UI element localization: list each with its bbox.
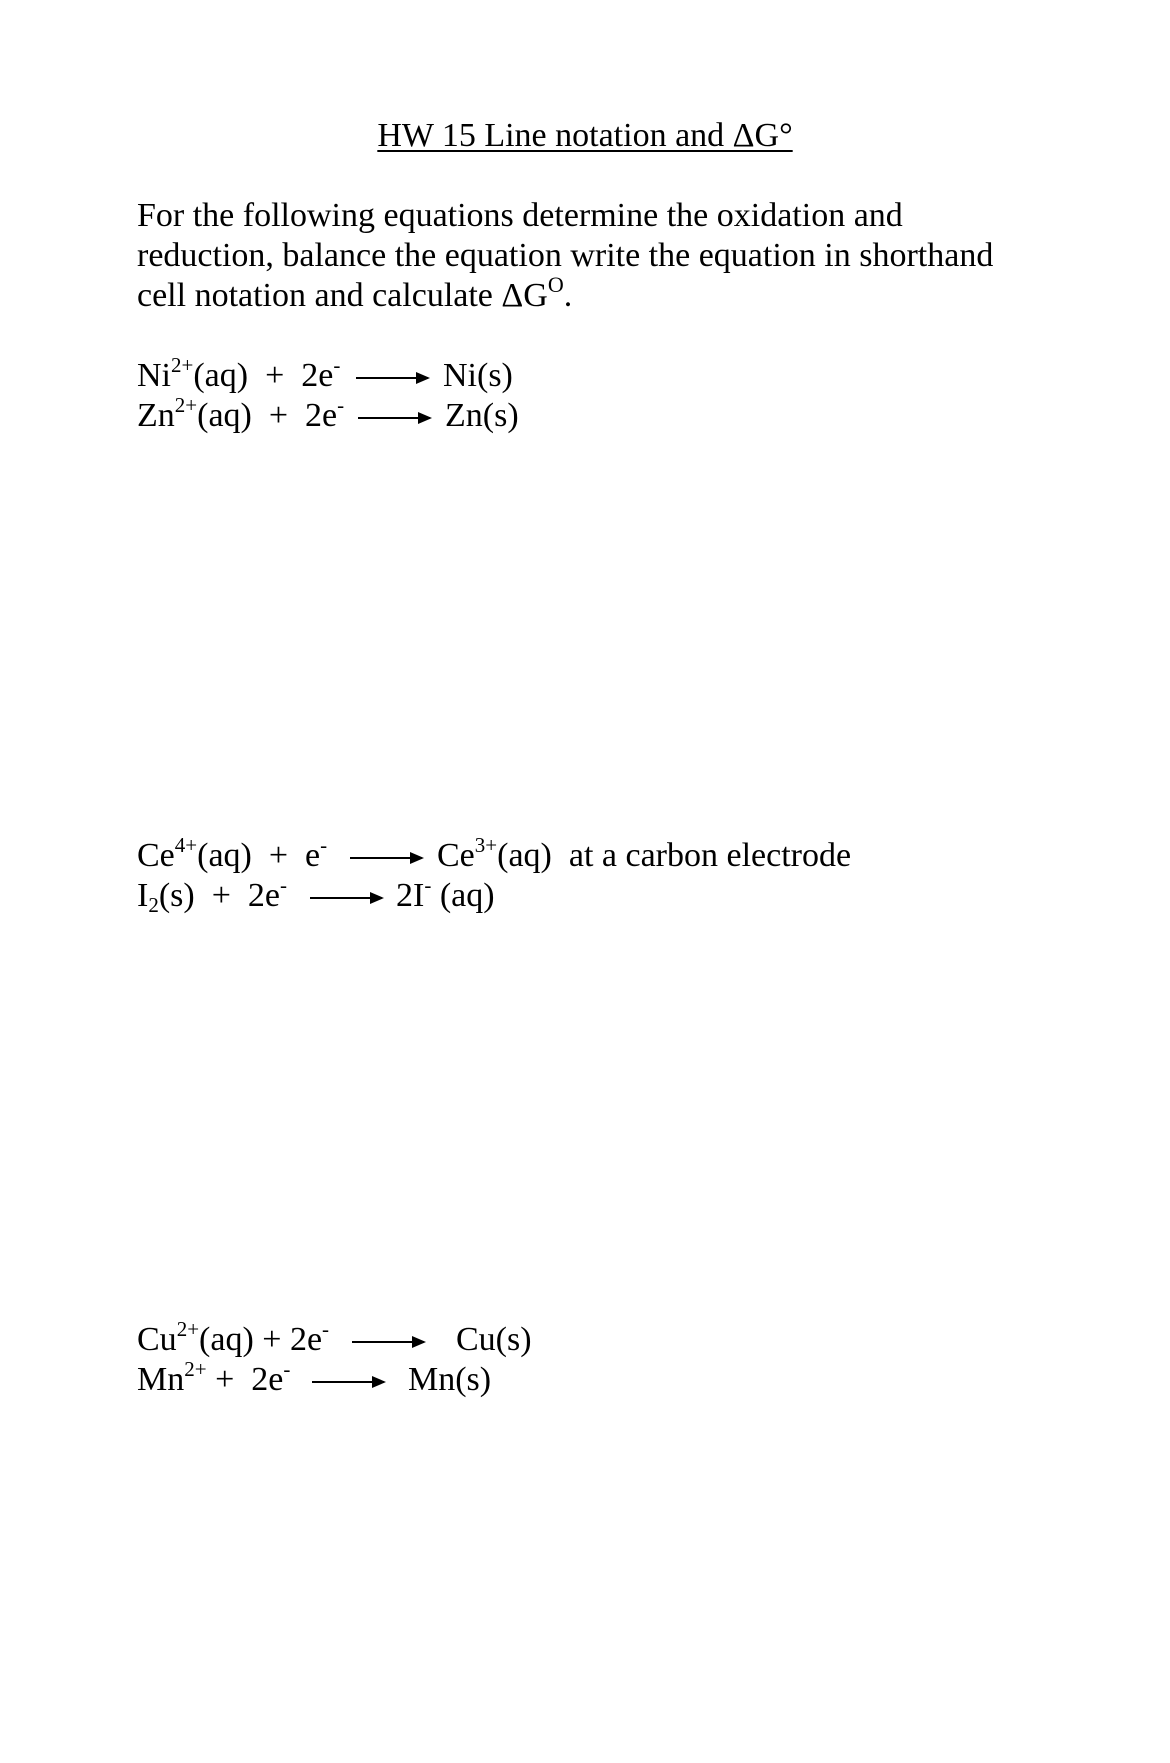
state-and-note: (aq) at a carbon electrode [497, 837, 852, 874]
state-and-electrons: (s) + 2e [158, 877, 280, 914]
instructions-line-3-end: . [563, 277, 573, 314]
problem-3-reaction-1-left [137, 1317, 330, 1360]
electron-charge: - [279, 873, 287, 897]
state-and-electrons: + 2e [206, 1361, 284, 1398]
state-and-electrons: (aq) + 2e [197, 397, 338, 434]
species: Ce [137, 837, 175, 874]
reaction-arrow [356, 377, 428, 379]
instructions-line-2: reduction, balance the equation write the equation in shorthand [137, 237, 994, 274]
reaction-arrow [350, 857, 422, 859]
problem-3-reaction-2-left [137, 1357, 291, 1400]
problem-1-reaction-1-right: Ni(s) [443, 357, 513, 394]
reaction-arrow [312, 1381, 384, 1383]
reaction-arrow [310, 897, 382, 899]
species: Cu [137, 1321, 177, 1358]
problem-1-reaction-2-right: Zn(s) [445, 397, 519, 434]
problem-2-reaction-1-left [137, 833, 328, 876]
electron-charge: - [320, 833, 328, 857]
state-and-electrons: (aq) + 2e [199, 1321, 323, 1358]
subscript: 2 [148, 893, 159, 917]
species: Ni [137, 357, 171, 394]
species: 2I [396, 877, 425, 914]
page-title: HW 15 Line notation and ΔG° [377, 117, 793, 154]
state: (aq) [431, 877, 495, 914]
charge: 2+ [184, 1357, 207, 1381]
charge: 3+ [474, 833, 498, 857]
species: Mn [137, 1361, 185, 1398]
degree-superscript: O [547, 272, 564, 297]
charge: 2+ [176, 1317, 200, 1341]
reaction-arrow [352, 1341, 424, 1343]
state-and-electrons: (aq) + 2e [193, 357, 334, 394]
problem-3-reaction-1-right: Cu(s) [456, 1321, 532, 1358]
species: I [137, 877, 149, 914]
problem-2-reaction-2-left [137, 873, 287, 917]
charge: - [424, 873, 432, 897]
charge: 2+ [174, 393, 198, 417]
electron-charge: - [283, 1357, 291, 1381]
problem-2-reaction-2-right [396, 873, 495, 916]
species: Zn [137, 397, 175, 434]
instructions-line-3 [137, 272, 1037, 316]
problem-1-reaction-1-left [137, 353, 341, 396]
problem-3-reaction-2-right: Mn(s) [408, 1361, 492, 1398]
electron-charge: - [337, 393, 345, 417]
instructions-line-3-text: cell notation and calculate ΔG [137, 277, 548, 314]
species: Ce [437, 837, 475, 874]
problem-1-reaction-2-left [137, 393, 345, 436]
charge: 4+ [174, 833, 198, 857]
instructions [137, 196, 1037, 316]
problem-2-reaction-1-right [437, 833, 852, 876]
electron-charge: - [333, 353, 341, 377]
instructions-line-1: For the following equations determine the oxidation and [137, 197, 903, 234]
charge: 2+ [171, 353, 194, 377]
state-and-electrons: (aq) + e [197, 837, 321, 874]
electron-charge: - [322, 1317, 330, 1341]
reaction-arrow [358, 417, 430, 419]
